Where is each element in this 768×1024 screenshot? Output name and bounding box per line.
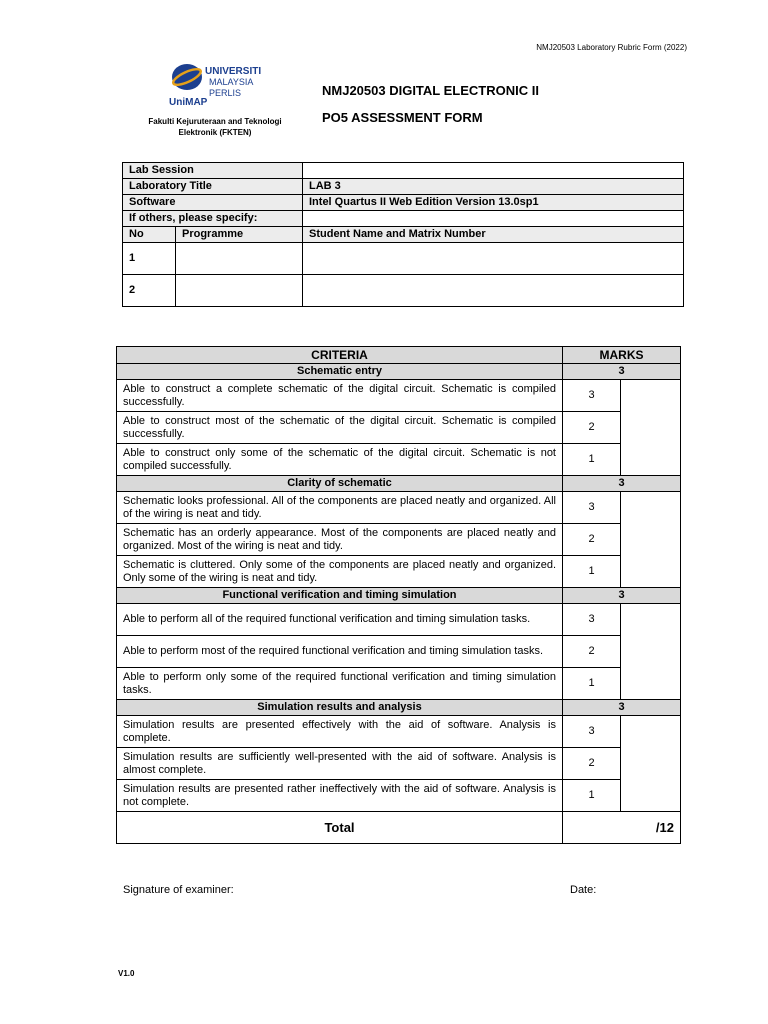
lab-session-value[interactable] <box>303 163 684 179</box>
section-max: 3 <box>563 364 681 380</box>
section-title: Functional verification and timing simulation <box>117 588 563 604</box>
criterion-mark: 3 <box>563 604 621 636</box>
mark-entry[interactable] <box>621 380 681 476</box>
university-logo <box>165 61 277 111</box>
criterion-mark: 3 <box>563 716 621 748</box>
student-programme[interactable] <box>176 275 303 307</box>
section-max: 3 <box>563 700 681 716</box>
logo-line2: MALAYSIA <box>209 77 254 87</box>
others-value[interactable] <box>303 211 684 227</box>
col-no: No <box>123 227 176 243</box>
student-programme[interactable] <box>176 243 303 275</box>
criterion-text: Schematic looks professional. All of the components are placed neatly and organized. All of the wiring is neat and tidy. <box>117 492 563 524</box>
criterion-mark: 1 <box>563 780 621 812</box>
criterion-text: Schematic has an orderly appearance. Most of the components are placed neatly and organized. Most of the wiring is neat and tidy. <box>117 524 563 556</box>
section-title: Clarity of schematic <box>117 476 563 492</box>
others-label: If others, please specify: <box>123 211 303 227</box>
criterion-text: Able to perform most of the required functional verification and timing simulation tasks. <box>117 636 563 668</box>
lab-title-value[interactable]: LAB 3 <box>303 179 684 195</box>
total-label: Total <box>117 812 563 844</box>
logo-brand: UniMAP <box>169 97 208 108</box>
student-row <box>123 275 684 307</box>
criterion-mark: 1 <box>563 556 621 588</box>
criterion-text: Able to perform only some of the required functional verification and timing simulation tasks. <box>117 668 563 700</box>
criterion-text: Schematic is cluttered. Only some of the components are placed neatly and organized. Only some of the wiring is neat and tidy. <box>117 556 563 588</box>
criterion-text: Able to construct only some of the schematic of the digital circuit. Schematic is not compiled successfully. <box>117 444 563 476</box>
criterion-text: Simulation results are presented effectively with the aid of software. Analysis is complete. <box>117 716 563 748</box>
signature-label: Signature of examiner: <box>123 884 234 896</box>
mark-entry[interactable] <box>621 716 681 812</box>
total-value[interactable]: /12 <box>563 812 681 844</box>
student-no: 1 <box>123 243 176 275</box>
course-title: NMJ20503 DIGITAL ELECTRONIC II <box>322 83 539 98</box>
criterion-mark: 2 <box>563 412 621 444</box>
criterion-text: Able to construct most of the schematic of the digital circuit. Schematic is compiled successfully. <box>117 412 563 444</box>
col-student: Student Name and Matrix Number <box>303 227 684 243</box>
section-max: 3 <box>563 476 681 492</box>
version-label: V1.0 <box>118 969 135 978</box>
logo-line3: PERLIS <box>209 88 242 98</box>
software-label: Software <box>123 195 303 211</box>
student-name[interactable] <box>303 275 684 307</box>
section-title: Simulation results and analysis <box>117 700 563 716</box>
criterion-mark: 1 <box>563 444 621 476</box>
mark-entry[interactable] <box>621 604 681 700</box>
criterion-mark: 3 <box>563 492 621 524</box>
rubric-table <box>116 346 681 844</box>
lab-session-label: Lab Session <box>123 163 303 179</box>
student-row <box>123 243 684 275</box>
form-title: PO5 ASSESSMENT FORM <box>322 110 483 125</box>
student-name[interactable] <box>303 243 684 275</box>
criterion-mark: 3 <box>563 380 621 412</box>
criterion-text: Simulation results are sufficiently well-presented with the aid of software. Analysis is almost complete. <box>117 748 563 780</box>
marks-header: MARKS <box>563 347 681 364</box>
form-reference: NMJ20503 Laboratory Rubric Form (2022) <box>536 43 687 52</box>
software-value[interactable]: Intel Quartus II Web Edition Version 13.0sp1 <box>303 195 684 211</box>
criterion-mark: 2 <box>563 748 621 780</box>
faculty-name: Fakulti Kejuruteraan and Teknologi Elektronik (FKTEN) <box>148 117 282 137</box>
date-label: Date: <box>570 884 597 896</box>
criterion-mark: 1 <box>563 668 621 700</box>
criterion-text: Able to perform all of the required functional verification and timing simulation tasks. <box>117 604 563 636</box>
lab-info-table <box>122 162 684 307</box>
mark-entry[interactable] <box>621 492 681 588</box>
criterion-mark: 2 <box>563 636 621 668</box>
student-no: 2 <box>123 275 176 307</box>
criterion-mark: 2 <box>563 524 621 556</box>
criterion-text: Able to construct a complete schematic of the digital circuit. Schematic is compiled successfully. <box>117 380 563 412</box>
logo-line1: UNIVERSITI <box>205 66 262 77</box>
section-max: 3 <box>563 588 681 604</box>
criterion-text: Simulation results are presented rather ineffectively with the aid of software. Analysis is not complete. <box>117 780 563 812</box>
section-title: Schematic entry <box>117 364 563 380</box>
criteria-header: CRITERIA <box>117 347 563 364</box>
col-programme: Programme <box>176 227 303 243</box>
lab-title-label: Laboratory Title <box>123 179 303 195</box>
